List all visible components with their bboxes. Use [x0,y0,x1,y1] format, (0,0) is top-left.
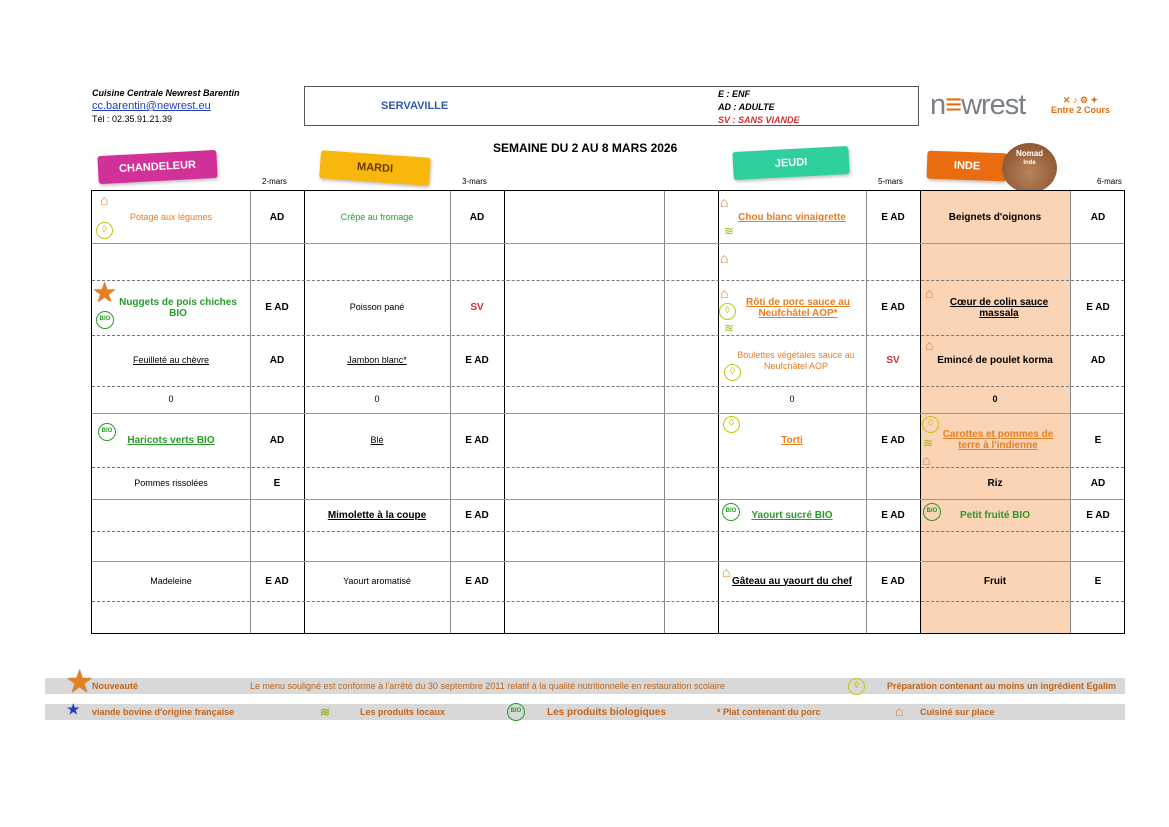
bio-icon: BIO [98,423,116,441]
newrest-logo: n≡wrest [930,89,1026,121]
audience-code: E AD [465,575,489,587]
menu-item: Riz [987,477,1003,489]
menu-item: Gâteau au yaourt du chef [731,575,853,587]
house-icon: ⌂ [720,285,729,301]
audience-code: E [1094,575,1102,587]
tag-monday: CHANDELEUR [97,150,217,184]
menu-item: Boulettes végétales sauce au Neufchâtel AOP [737,349,855,371]
legend-new: Nouveauté [92,681,139,691]
bio-icon: BIO [507,703,525,721]
date-friday: 6-mars [1097,177,1122,186]
audience-code: AD [1090,355,1106,366]
audience-code: E AD [265,302,289,313]
audience-code: E AD [881,509,905,521]
menu-item: Pommes rissolées [134,477,208,488]
house-icon: ⌂ [722,564,731,580]
bio-icon: BIO [722,503,740,521]
house-icon: ⌂ [720,194,729,210]
menu-item: Feuilleté au chèvre [132,355,210,365]
menu-item: Jambon blanc* [347,355,407,365]
legend-bio: Les produits biologiques [547,707,666,718]
entre2cours-logo: ✕ ♪ ⚙ ✦ Entre 2 Cours [1050,95,1110,115]
date-tuesday: 3-mars [462,177,487,186]
code-legend [718,88,800,127]
menu-item: Poisson pané [349,302,405,312]
audience-code: E AD [1086,509,1110,521]
date-monday: 2-mars [262,177,287,186]
audience-code: AD [1090,211,1106,223]
bio-icon: BIO [96,311,114,329]
audience-code: E AD [881,211,905,223]
egalim-icon: ◊ [723,416,740,433]
menu-item: Torti [781,434,803,446]
legend-onsite: Cuisiné sur place [920,707,995,717]
bio-icon: BIO [923,503,941,521]
egalim-icon: ◊ [719,303,736,320]
menu-item: Beignets d'oignons [948,211,1042,223]
menu-item: Cœur de colin sauce massala [949,296,1049,319]
menu-item: 0 [992,394,998,404]
legend-pork: * Plat contenant du porc [717,707,821,717]
site-name: SERVAVILLE [381,100,449,112]
local-icon: ≋ [724,321,735,335]
menu-item: Haricots verts BIO [127,434,215,446]
audience-code: E AD [465,509,489,521]
menu-item: Rôti de porc sauce au Neufchâtel AOP* [746,296,850,319]
menu-item: Blé [370,434,384,445]
egalim-icon: ◊ [96,222,113,239]
house-icon: ⌂ [100,192,109,208]
audience-code: E AD [881,575,905,587]
star-icon: ★ [92,277,118,308]
menu-item: Yaourt sucré BIO [751,509,833,521]
menu-item: Emincé de poulet korma [937,355,1053,366]
menu-item: 0 [168,394,174,404]
menu-item: Crêpe au fromage [340,211,414,222]
house-icon: ⌂ [925,285,934,301]
local-icon: ≋ [320,705,331,719]
menu-item: Nuggets de pois chiches BIO [119,296,237,319]
egalim-icon: ◊ [848,678,865,695]
menu-item: 0 [374,394,380,404]
audience-code: AD [269,211,285,223]
audience-code: AD [269,355,285,366]
menu-item: Madeleine [150,575,192,586]
date-thursday: 5-mars [878,177,903,186]
legend-local: Les produits locaux [360,707,446,717]
audience-code: SV [886,355,900,366]
legend-sv: SV : SANS VIANDE [718,115,800,125]
menu-item: Petit fruité BIO [959,509,1030,521]
menu-item: 0 [789,394,795,404]
audience-code: E AD [1086,302,1110,313]
audience-code: E AD [265,575,289,587]
house-icon: ⌂ [895,703,904,719]
menu-grid [91,190,1125,634]
audience-code: SV [470,302,484,313]
menu-item: Yaourt aromatisé [343,575,411,586]
legend-bar-1 [45,666,1125,697]
menu-item: Carottes et pommes de terre à l'indienne [942,429,1054,451]
local-icon: ≋ [923,436,934,450]
nomad-badge: Nomad Inde [1002,143,1057,193]
legend-adulte: AD : ADULTE [718,102,775,112]
house-icon: ⌂ [720,250,729,266]
phone: Tél : 02.35.91.21.39 [92,114,173,124]
egalim-icon: ◊ [922,416,939,433]
tag-friday: INDE [927,151,1008,182]
legend-rule: Le menu souligné est conforme à l'arrêté du 30 septembre 2011 relatif à la qualité nutritionnelle en restauration scolaire [250,681,725,691]
menu-item: Mimolette à la coupe [327,509,427,521]
audience-code: AD [269,434,285,446]
star-icon: ★ [67,666,93,697]
site-box [304,86,919,126]
menu-item: Potage aux légumes [129,211,213,222]
email-link[interactable]: cc.barentin@newrest.eu [92,100,211,112]
tag-tuesday: MARDI [319,150,431,186]
legend-enf: E : ENF [718,89,751,99]
house-icon: ⌂ [922,452,931,468]
legend-beef: viande bovine d'origine française [92,707,235,717]
audience-code: AD [1090,477,1106,489]
audience-code: E AD [881,434,905,446]
tag-thursday: JEUDI [732,146,849,180]
week-title: SEMAINE DU 2 AU 8 MARS 2026 [493,141,678,155]
audience-code: E AD [881,302,905,313]
kitchen-name: Cuisine Centrale Newrest Barentin [92,88,240,98]
local-icon: ≋ [724,224,735,238]
kitchen-contact [92,87,240,126]
egalim-icon: ◊ [724,364,741,381]
legend-bar-2 [45,701,1125,720]
house-icon: ⌂ [925,337,934,353]
legend-egalim: Préparation contenant au moins un ingrédient Egalim [887,681,1117,691]
audience-code: E AD [465,434,489,446]
flag-icon: ★ [67,701,80,717]
menu-item: Chou blanc vinaigrette [738,211,846,223]
audience-code: AD [469,211,485,223]
audience-code: E [273,477,281,489]
menu-item: Fruit [983,575,1007,587]
audience-code: E AD [465,355,489,366]
audience-code: E [1094,434,1102,446]
